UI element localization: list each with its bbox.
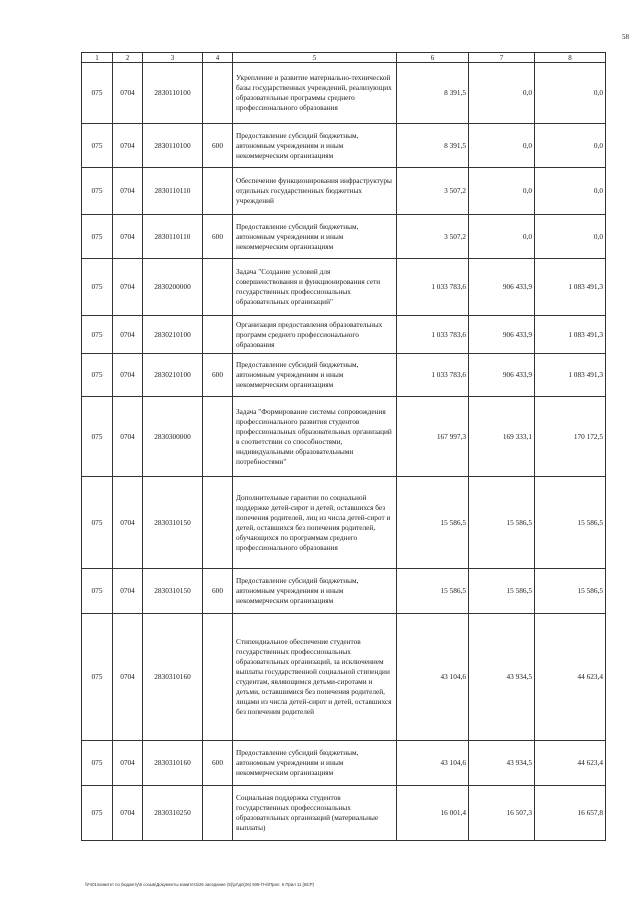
table-row	[82, 316, 606, 354]
section-code: 0704	[113, 215, 143, 259]
amount-col8: 0,0	[535, 63, 606, 124]
amount-col7: 43 934,5	[469, 614, 535, 741]
ministry-code: 075	[82, 477, 113, 569]
amount-col6: 43 104,6	[397, 741, 469, 786]
table-row	[82, 354, 606, 397]
table-row	[82, 569, 606, 614]
amount-col8: 0,0	[535, 168, 606, 215]
amount-col6: 1 033 783,6	[397, 354, 469, 397]
table-row	[82, 259, 606, 316]
amount-col7: 906 433,9	[469, 316, 535, 354]
amount-col8: 44 623,4	[535, 614, 606, 741]
expense-type-code: 600	[203, 215, 233, 259]
target-article-code: 2830210100	[143, 316, 203, 354]
ministry-code: 075	[82, 215, 113, 259]
ministry-code: 075	[82, 259, 113, 316]
amount-col6: 1 033 783,6	[397, 259, 469, 316]
table-row	[82, 63, 606, 124]
ministry-code: 075	[82, 614, 113, 741]
table-row	[82, 397, 606, 477]
expense-type-code: 600	[203, 741, 233, 786]
amount-col8: 44 623,4	[535, 741, 606, 786]
ministry-code: 075	[82, 316, 113, 354]
item-description: Предоставление субсидий бюджетным, автономным учреждениям и иным некоммерческим организациям	[233, 569, 397, 614]
expense-type-code	[203, 614, 233, 741]
section-code: 0704	[113, 124, 143, 168]
amount-col8: 16 657,8	[535, 786, 606, 841]
amount-col7: 0,0	[469, 124, 535, 168]
item-description: Предоставление субсидий бюджетным, автономным учреждениям и иным некоммерческим организациям	[233, 354, 397, 397]
target-article-code: 2830210100	[143, 354, 203, 397]
amount-col6: 167 997,3	[397, 397, 469, 477]
amount-col8: 15 586,5	[535, 477, 606, 569]
ministry-code: 075	[82, 786, 113, 841]
amount-col7: 0,0	[469, 63, 535, 124]
table-row	[82, 477, 606, 569]
target-article-code: 2830310150	[143, 477, 203, 569]
amount-col6: 15 586,5	[397, 569, 469, 614]
amount-col6: 16 001,4	[397, 786, 469, 841]
ministry-code: 075	[82, 397, 113, 477]
column-number: 6	[397, 53, 469, 63]
amount-col8: 1 083 491,3	[535, 259, 606, 316]
amount-col8: 15 586,5	[535, 569, 606, 614]
section-code: 0704	[113, 477, 143, 569]
item-description: Дополнительные гарантии по социальной поддержке детей-сирот и детей, оставшихся без попечения родителей, лиц из числа детей-сирот и детей, оставшихся без попечения родителей, обучающихся по программам среднего профессионального образования	[233, 477, 397, 569]
target-article-code: 2830110100	[143, 124, 203, 168]
amount-col7: 16 507,3	[469, 786, 535, 841]
table-row	[82, 786, 606, 841]
amount-col7: 906 433,9	[469, 354, 535, 397]
amount-col7: 15 586,5	[469, 569, 535, 614]
column-number: 7	[469, 53, 535, 63]
item-description: Организация предоставления образовательных программ среднего профессионального образования	[233, 316, 397, 354]
section-code: 0704	[113, 614, 143, 741]
table-row	[82, 124, 606, 168]
item-description: Обеспечение функционирования инфраструктуры отдельных государственных бюджетных учреждений	[233, 168, 397, 215]
amount-col6: 1 033 783,6	[397, 316, 469, 354]
budget-table	[81, 52, 606, 841]
section-code: 0704	[113, 168, 143, 215]
section-code: 0704	[113, 316, 143, 354]
file-path-footer: \\Fs01\комитет по бюджету\6 созыв\Документы комитета\26 заседание (5)\рг\дп(26) 508-П-6\Прил. 6 Прил 11 (ВСР)	[85, 882, 315, 887]
item-description: Задача "Формирование системы сопровождения профессионального развития студентов профессиональных образовательных организаций в соответствии со способностями, индивидуальными образовательными потребностями"	[233, 397, 397, 477]
target-article-code: 2830310150	[143, 569, 203, 614]
expense-type-code	[203, 477, 233, 569]
item-description: Предоставление субсидий бюджетным, автономным учреждениям и иным некоммерческим организациям	[233, 124, 397, 168]
table-row	[82, 614, 606, 741]
amount-col6: 3 507,2	[397, 168, 469, 215]
amount-col8: 0,0	[535, 215, 606, 259]
amount-col6: 3 507,2	[397, 215, 469, 259]
item-description: Укрепление и развитие материально-технической базы государственных учреждений, реализующих образовательные программы среднего профессионального образования	[233, 63, 397, 124]
section-code: 0704	[113, 354, 143, 397]
ministry-code: 075	[82, 569, 113, 614]
item-description: Социальная поддержка студентов государственных профессиональных образовательных организаций (материальные выплаты)	[233, 786, 397, 841]
amount-col7: 15 586,5	[469, 477, 535, 569]
amount-col8: 0,0	[535, 124, 606, 168]
target-article-code: 2830310160	[143, 741, 203, 786]
section-code: 0704	[113, 259, 143, 316]
ministry-code: 075	[82, 741, 113, 786]
column-number: 5	[233, 53, 397, 63]
amount-col8: 170 172,5	[535, 397, 606, 477]
amount-col7: 169 333,1	[469, 397, 535, 477]
amount-col7: 0,0	[469, 215, 535, 259]
expense-type-code: 600	[203, 569, 233, 614]
ministry-code: 075	[82, 168, 113, 215]
section-code: 0704	[113, 786, 143, 841]
target-article-code: 2830110110	[143, 215, 203, 259]
expense-type-code	[203, 168, 233, 215]
item-description: Предоставление субсидий бюджетным, автономным учреждениям и иным некоммерческим организациям	[233, 741, 397, 786]
expense-type-code: 600	[203, 124, 233, 168]
target-article-code: 2830110110	[143, 168, 203, 215]
table-row	[82, 741, 606, 786]
amount-col7: 0,0	[469, 168, 535, 215]
table-row	[82, 215, 606, 259]
section-code: 0704	[113, 741, 143, 786]
amount-col6: 15 586,5	[397, 477, 469, 569]
section-code: 0704	[113, 397, 143, 477]
expense-type-code	[203, 316, 233, 354]
column-number: 8	[535, 53, 606, 63]
target-article-code: 2830110100	[143, 63, 203, 124]
column-number-row	[82, 53, 606, 63]
target-article-code: 2830310250	[143, 786, 203, 841]
column-number: 2	[113, 53, 143, 63]
amount-col8: 1 083 491,3	[535, 354, 606, 397]
amount-col6: 8 391,5	[397, 124, 469, 168]
table-row	[82, 168, 606, 215]
ministry-code: 075	[82, 63, 113, 124]
expense-type-code	[203, 259, 233, 316]
page-number: 58	[622, 33, 629, 41]
column-number: 4	[203, 53, 233, 63]
target-article-code: 2830310160	[143, 614, 203, 741]
amount-col8: 1 083 491,3	[535, 316, 606, 354]
expense-type-code	[203, 63, 233, 124]
item-description: Стипендиальное обеспечение студентов государственных профессиональных образовательных организаций, за исключением выплаты государственной социальной стипендии студентам, являющимся детьми-сиротами и детьми, оставшимися без попечения родителей, лицами из числа детей-сирот и детей, оставшихся без попечения родителей	[233, 614, 397, 741]
amount-col6: 43 104,6	[397, 614, 469, 741]
ministry-code: 075	[82, 354, 113, 397]
ministry-code: 075	[82, 124, 113, 168]
column-number: 1	[82, 53, 113, 63]
expense-type-code: 600	[203, 354, 233, 397]
target-article-code: 2830200000	[143, 259, 203, 316]
column-number: 3	[143, 53, 203, 63]
expense-type-code	[203, 786, 233, 841]
section-code: 0704	[113, 569, 143, 614]
amount-col7: 43 934,5	[469, 741, 535, 786]
section-code: 0704	[113, 63, 143, 124]
target-article-code: 2830300000	[143, 397, 203, 477]
amount-col7: 906 433,9	[469, 259, 535, 316]
expense-type-code	[203, 397, 233, 477]
amount-col6: 8 391,5	[397, 63, 469, 124]
item-description: Предоставление субсидий бюджетным, автономным учреждениям и иным некоммерческим организациям	[233, 215, 397, 259]
item-description: Задача "Создание условий для совершенствования и функционирования сети государственных профессиональных образовательных организаций"	[233, 259, 397, 316]
